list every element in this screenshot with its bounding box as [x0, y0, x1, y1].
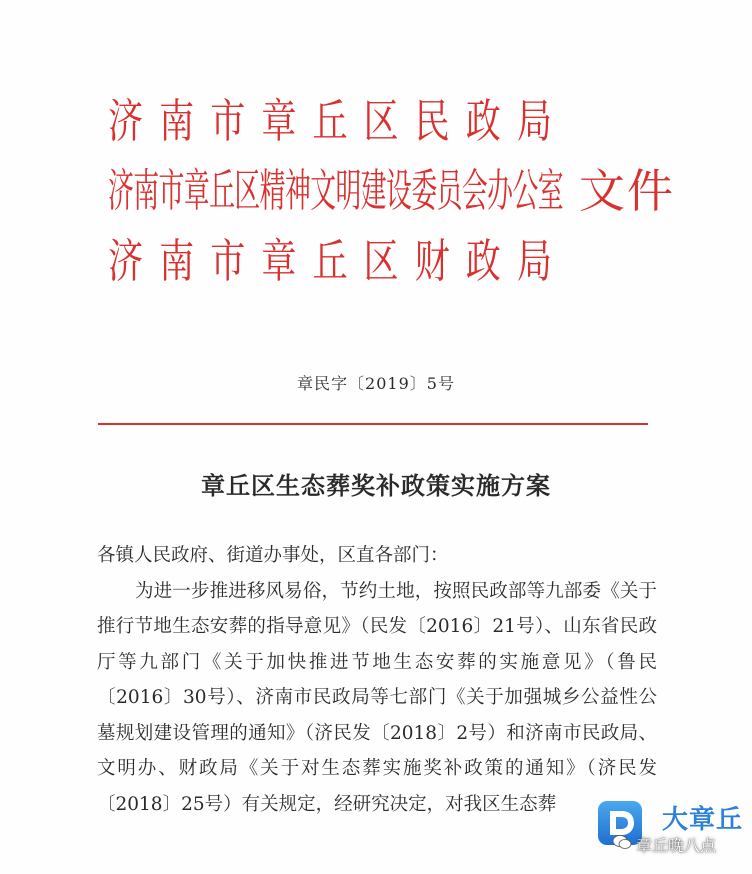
watermark-account: 章丘晚八点 — [636, 836, 717, 855]
document-number: 章民字〔2019〕5号 — [297, 374, 455, 393]
body-paragraph: 为进一步推进移风易俗，节约土地，按照民政部等九部委《关于推行节地生态安葬的指导意见》（民发〔2016〕21号）、山东省民政厅等九部门《关于加快推进节地生态安葬的实施意见》（鲁民〔2016〕30号）、济南市民政局等七部门《关于加强城乡公益性公墓规划建设管理的通知》（济民发〔2018〕2号）和济南市民政局、文明办、财政局《关于对生态葬实施奖补政策的通知》（济民发〔2018〕25号）有关规定，经研究决定，对我区生态葬 — [97, 580, 657, 815]
issuer-row — [108, 88, 668, 158]
salutation: 各镇人民政府、街道办事处，区直各部门： — [97, 545, 449, 566]
wechat-icon — [612, 834, 632, 854]
document-title: 章丘区生态葬奖补政策实施方案 — [201, 471, 551, 500]
watermark — [590, 797, 750, 863]
issuer-civilization-office: 济南市章丘区精神文明建设委员会办公室 — [108, 164, 564, 217]
issuer-finance-bureau: 济南市章丘区财政局 — [108, 234, 568, 288]
document-body — [97, 538, 657, 822]
issuer-civil-affairs: 济南市章丘区民政局 — [108, 94, 568, 148]
issuer-row — [108, 228, 668, 298]
watermark-brand: 大章丘 — [662, 805, 744, 835]
red-divider — [98, 423, 648, 425]
document-suffix: 文件 — [579, 164, 675, 218]
